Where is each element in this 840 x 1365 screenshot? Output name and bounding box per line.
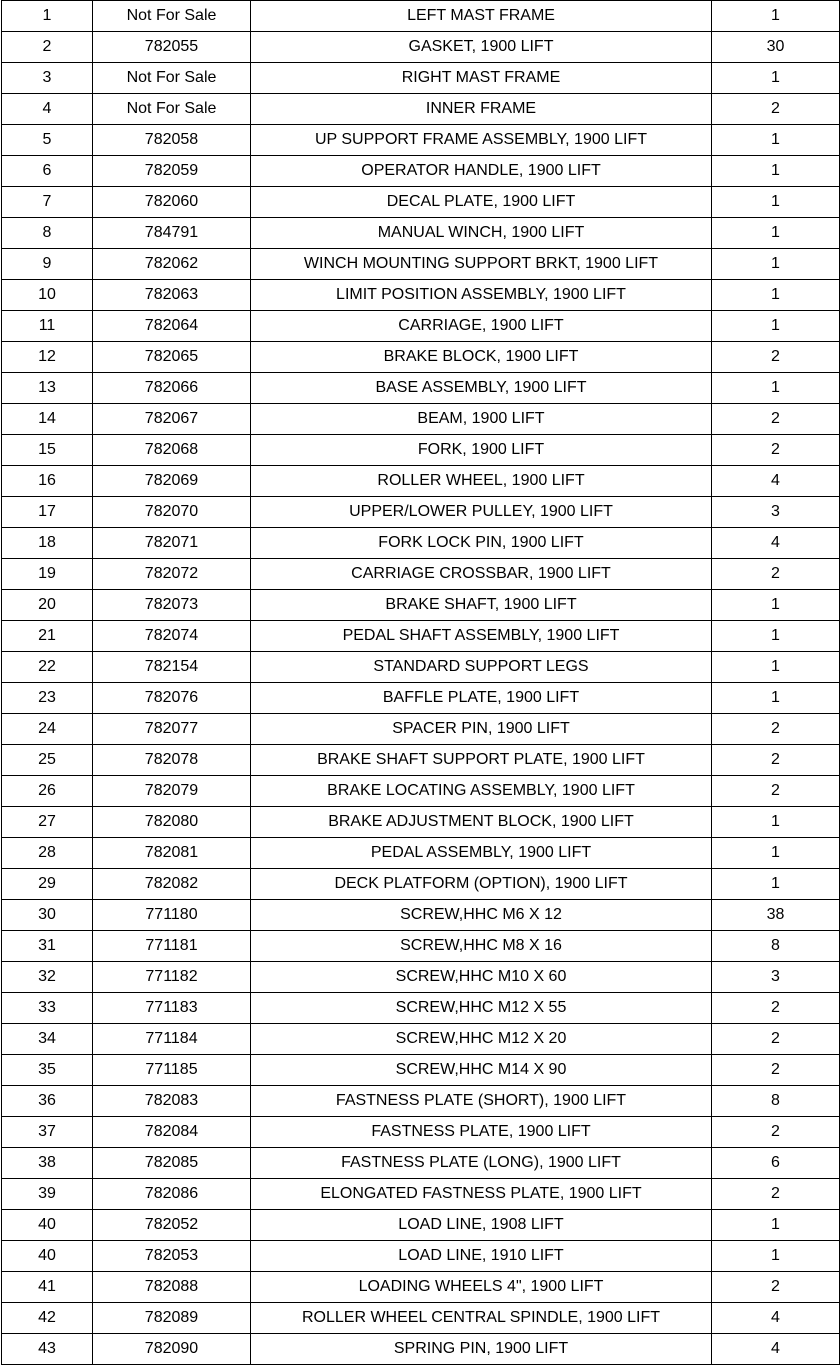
item-number-cell: 25 [2, 745, 93, 776]
description-cell: SPACER PIN, 1900 LIFT [251, 714, 712, 745]
item-number-cell: 12 [2, 342, 93, 373]
part-number-cell: 782070 [93, 497, 251, 528]
item-number-cell: 39 [2, 1179, 93, 1210]
quantity-cell: 2 [712, 1179, 840, 1210]
description-cell: BRAKE SHAFT, 1900 LIFT [251, 590, 712, 621]
item-number-cell: 28 [2, 838, 93, 869]
part-number-cell: 782077 [93, 714, 251, 745]
quantity-cell: 38 [712, 900, 840, 931]
part-number-cell: Not For Sale [93, 1, 251, 32]
item-number-cell: 26 [2, 776, 93, 807]
quantity-cell: 8 [712, 1086, 840, 1117]
description-cell: SCREW,HHC M10 X 60 [251, 962, 712, 993]
part-number-cell: 782082 [93, 869, 251, 900]
quantity-cell: 1 [712, 807, 840, 838]
part-number-cell: 782069 [93, 466, 251, 497]
quantity-cell: 1 [712, 838, 840, 869]
quantity-cell: 1 [712, 1210, 840, 1241]
quantity-cell: 2 [712, 714, 840, 745]
parts-list-table [1, 0, 840, 1365]
part-number-cell: 782080 [93, 807, 251, 838]
item-number-cell: 22 [2, 652, 93, 683]
table-row [2, 94, 840, 125]
part-number-cell: 782089 [93, 1303, 251, 1334]
quantity-cell: 8 [712, 931, 840, 962]
item-number-cell: 24 [2, 714, 93, 745]
description-cell: CARRIAGE, 1900 LIFT [251, 311, 712, 342]
quantity-cell: 1 [712, 652, 840, 683]
part-number-cell: 782055 [93, 32, 251, 63]
quantity-cell: 1 [712, 869, 840, 900]
description-cell: SCREW,HHC M14 X 90 [251, 1055, 712, 1086]
item-number-cell: 3 [2, 63, 93, 94]
quantity-cell: 2 [712, 1024, 840, 1055]
item-number-cell: 38 [2, 1148, 93, 1179]
part-number-cell: Not For Sale [93, 63, 251, 94]
table-row [2, 311, 840, 342]
table-row [2, 993, 840, 1024]
quantity-cell: 1 [712, 187, 840, 218]
description-cell: BAFFLE PLATE, 1900 LIFT [251, 683, 712, 714]
description-cell: LIMIT POSITION ASSEMBLY, 1900 LIFT [251, 280, 712, 311]
table-row [2, 63, 840, 94]
quantity-cell: 2 [712, 776, 840, 807]
description-cell: SPRING PIN, 1900 LIFT [251, 1334, 712, 1365]
part-number-cell: 782072 [93, 559, 251, 590]
description-cell: SCREW,HHC M12 X 20 [251, 1024, 712, 1055]
quantity-cell: 1 [712, 125, 840, 156]
description-cell: SCREW,HHC M6 X 12 [251, 900, 712, 931]
table-row [2, 125, 840, 156]
quantity-cell: 4 [712, 1303, 840, 1334]
part-number-cell: 782074 [93, 621, 251, 652]
description-cell: STANDARD SUPPORT LEGS [251, 652, 712, 683]
table-row [2, 1303, 840, 1334]
table-row [2, 435, 840, 466]
table-row [2, 714, 840, 745]
table-row [2, 776, 840, 807]
quantity-cell: 4 [712, 1334, 840, 1365]
description-cell: ROLLER WHEEL CENTRAL SPINDLE, 1900 LIFT [251, 1303, 712, 1334]
table-row [2, 249, 840, 280]
table-row [2, 745, 840, 776]
item-number-cell: 21 [2, 621, 93, 652]
item-number-cell: 23 [2, 683, 93, 714]
table-row [2, 1055, 840, 1086]
table-row [2, 559, 840, 590]
description-cell: BEAM, 1900 LIFT [251, 404, 712, 435]
item-number-cell: 33 [2, 993, 93, 1024]
quantity-cell: 6 [712, 1148, 840, 1179]
table-row [2, 1210, 840, 1241]
part-number-cell: 771185 [93, 1055, 251, 1086]
quantity-cell: 1 [712, 218, 840, 249]
description-cell: RIGHT MAST FRAME [251, 63, 712, 94]
item-number-cell: 8 [2, 218, 93, 249]
table-row [2, 1241, 840, 1272]
description-cell: FASTNESS PLATE (LONG), 1900 LIFT [251, 1148, 712, 1179]
description-cell: GASKET, 1900 LIFT [251, 32, 712, 63]
part-number-cell: 782073 [93, 590, 251, 621]
table-row [2, 342, 840, 373]
part-number-cell: 782067 [93, 404, 251, 435]
item-number-cell: 15 [2, 435, 93, 466]
part-number-cell: 771181 [93, 931, 251, 962]
description-cell: PEDAL ASSEMBLY, 1900 LIFT [251, 838, 712, 869]
part-number-cell: 784791 [93, 218, 251, 249]
part-number-cell: 782071 [93, 528, 251, 559]
item-number-cell: 36 [2, 1086, 93, 1117]
part-number-cell: 782052 [93, 1210, 251, 1241]
table-row [2, 1024, 840, 1055]
table-row [2, 466, 840, 497]
description-cell: UPPER/LOWER PULLEY, 1900 LIFT [251, 497, 712, 528]
description-cell: DECAL PLATE, 1900 LIFT [251, 187, 712, 218]
table-row [2, 280, 840, 311]
part-number-cell: 782081 [93, 838, 251, 869]
description-cell: PEDAL SHAFT ASSEMBLY, 1900 LIFT [251, 621, 712, 652]
part-number-cell: 782064 [93, 311, 251, 342]
quantity-cell: 1 [712, 683, 840, 714]
table-row [2, 1179, 840, 1210]
item-number-cell: 35 [2, 1055, 93, 1086]
item-number-cell: 14 [2, 404, 93, 435]
item-number-cell: 37 [2, 1117, 93, 1148]
table-row [2, 32, 840, 63]
quantity-cell: 2 [712, 559, 840, 590]
part-number-cell: 782085 [93, 1148, 251, 1179]
quantity-cell: 1 [712, 621, 840, 652]
description-cell: BRAKE SHAFT SUPPORT PLATE, 1900 LIFT [251, 745, 712, 776]
part-number-cell: 782090 [93, 1334, 251, 1365]
item-number-cell: 34 [2, 1024, 93, 1055]
item-number-cell: 32 [2, 962, 93, 993]
part-number-cell: 782060 [93, 187, 251, 218]
table-row [2, 1272, 840, 1303]
part-number-cell: 782059 [93, 156, 251, 187]
table-row [2, 869, 840, 900]
quantity-cell: 2 [712, 435, 840, 466]
table-row [2, 187, 840, 218]
part-number-cell: 782088 [93, 1272, 251, 1303]
quantity-cell: 3 [712, 497, 840, 528]
table-row [2, 962, 840, 993]
part-number-cell: 782083 [93, 1086, 251, 1117]
table-row [2, 156, 840, 187]
quantity-cell: 1 [712, 1241, 840, 1272]
description-cell: BRAKE ADJUSTMENT BLOCK, 1900 LIFT [251, 807, 712, 838]
description-cell: DECK PLATFORM (OPTION), 1900 LIFT [251, 869, 712, 900]
item-number-cell: 43 [2, 1334, 93, 1365]
item-number-cell: 16 [2, 466, 93, 497]
quantity-cell: 1 [712, 373, 840, 404]
part-number-cell: 782154 [93, 652, 251, 683]
part-number-cell: 771183 [93, 993, 251, 1024]
description-cell: SCREW,HHC M8 X 16 [251, 931, 712, 962]
part-number-cell: 782058 [93, 125, 251, 156]
table-row [2, 218, 840, 249]
description-cell: FORK LOCK PIN, 1900 LIFT [251, 528, 712, 559]
item-number-cell: 17 [2, 497, 93, 528]
description-cell: BRAKE LOCATING ASSEMBLY, 1900 LIFT [251, 776, 712, 807]
description-cell: BASE ASSEMBLY, 1900 LIFT [251, 373, 712, 404]
quantity-cell: 30 [712, 32, 840, 63]
quantity-cell: 2 [712, 1117, 840, 1148]
item-number-cell: 42 [2, 1303, 93, 1334]
quantity-cell: 1 [712, 311, 840, 342]
table-row [2, 900, 840, 931]
part-number-cell: Not For Sale [93, 94, 251, 125]
table-row [2, 652, 840, 683]
quantity-cell: 2 [712, 745, 840, 776]
item-number-cell: 30 [2, 900, 93, 931]
part-number-cell: 782086 [93, 1179, 251, 1210]
part-number-cell: 771182 [93, 962, 251, 993]
item-number-cell: 5 [2, 125, 93, 156]
table-row [2, 373, 840, 404]
quantity-cell: 1 [712, 63, 840, 94]
description-cell: CARRIAGE CROSSBAR, 1900 LIFT [251, 559, 712, 590]
description-cell: WINCH MOUNTING SUPPORT BRKT, 1900 LIFT [251, 249, 712, 280]
quantity-cell: 2 [712, 1055, 840, 1086]
quantity-cell: 1 [712, 249, 840, 280]
description-cell: FASTNESS PLATE (SHORT), 1900 LIFT [251, 1086, 712, 1117]
item-number-cell: 41 [2, 1272, 93, 1303]
description-cell: FORK, 1900 LIFT [251, 435, 712, 466]
quantity-cell: 1 [712, 590, 840, 621]
item-number-cell: 10 [2, 280, 93, 311]
description-cell: INNER FRAME [251, 94, 712, 125]
description-cell: MANUAL WINCH, 1900 LIFT [251, 218, 712, 249]
quantity-cell: 2 [712, 94, 840, 125]
table-row [2, 528, 840, 559]
item-number-cell: 2 [2, 32, 93, 63]
part-number-cell: 782062 [93, 249, 251, 280]
quantity-cell: 1 [712, 280, 840, 311]
table-row [2, 838, 840, 869]
part-number-cell: 782065 [93, 342, 251, 373]
table-row [2, 1117, 840, 1148]
description-cell: FASTNESS PLATE, 1900 LIFT [251, 1117, 712, 1148]
table-row [2, 497, 840, 528]
item-number-cell: 7 [2, 187, 93, 218]
item-number-cell: 4 [2, 94, 93, 125]
table-row [2, 404, 840, 435]
quantity-cell: 4 [712, 528, 840, 559]
quantity-cell: 1 [712, 156, 840, 187]
quantity-cell: 1 [712, 1, 840, 32]
description-cell: ELONGATED FASTNESS PLATE, 1900 LIFT [251, 1179, 712, 1210]
table-row [2, 1, 840, 32]
item-number-cell: 18 [2, 528, 93, 559]
quantity-cell: 2 [712, 342, 840, 373]
part-number-cell: 782084 [93, 1117, 251, 1148]
description-cell: OPERATOR HANDLE, 1900 LIFT [251, 156, 712, 187]
description-cell: LEFT MAST FRAME [251, 1, 712, 32]
part-number-cell: 782078 [93, 745, 251, 776]
description-cell: LOADING WHEELS 4", 1900 LIFT [251, 1272, 712, 1303]
table-row [2, 621, 840, 652]
item-number-cell: 31 [2, 931, 93, 962]
description-cell: BRAKE BLOCK, 1900 LIFT [251, 342, 712, 373]
item-number-cell: 11 [2, 311, 93, 342]
item-number-cell: 20 [2, 590, 93, 621]
table-row [2, 683, 840, 714]
description-cell: ROLLER WHEEL, 1900 LIFT [251, 466, 712, 497]
part-number-cell: 782053 [93, 1241, 251, 1272]
part-number-cell: 771184 [93, 1024, 251, 1055]
description-cell: UP SUPPORT FRAME ASSEMBLY, 1900 LIFT [251, 125, 712, 156]
part-number-cell: 782076 [93, 683, 251, 714]
quantity-cell: 2 [712, 404, 840, 435]
table-row [2, 1148, 840, 1179]
description-cell: LOAD LINE, 1908 LIFT [251, 1210, 712, 1241]
part-number-cell: 782068 [93, 435, 251, 466]
description-cell: SCREW,HHC M12 X 55 [251, 993, 712, 1024]
item-number-cell: 13 [2, 373, 93, 404]
item-number-cell: 40 [2, 1210, 93, 1241]
quantity-cell: 2 [712, 1272, 840, 1303]
item-number-cell: 1 [2, 1, 93, 32]
item-number-cell: 29 [2, 869, 93, 900]
quantity-cell: 4 [712, 466, 840, 497]
item-number-cell: 40 [2, 1241, 93, 1272]
part-number-cell: 782063 [93, 280, 251, 311]
table-row [2, 931, 840, 962]
table-row [2, 590, 840, 621]
item-number-cell: 19 [2, 559, 93, 590]
part-number-cell: 782066 [93, 373, 251, 404]
quantity-cell: 3 [712, 962, 840, 993]
parts-list-body [2, 1, 840, 1365]
table-row [2, 1086, 840, 1117]
quantity-cell: 2 [712, 993, 840, 1024]
description-cell: LOAD LINE, 1910 LIFT [251, 1241, 712, 1272]
item-number-cell: 6 [2, 156, 93, 187]
table-row [2, 807, 840, 838]
item-number-cell: 27 [2, 807, 93, 838]
part-number-cell: 771180 [93, 900, 251, 931]
part-number-cell: 782079 [93, 776, 251, 807]
item-number-cell: 9 [2, 249, 93, 280]
